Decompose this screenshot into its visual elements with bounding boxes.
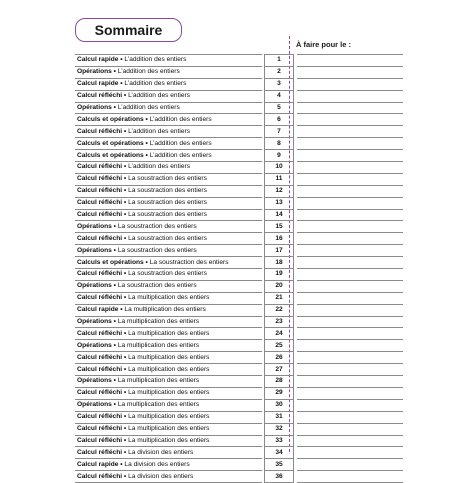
entry-topic: La soustraction des entiers — [128, 175, 207, 183]
entry-page-number: 26 — [265, 352, 294, 364]
bullet-separator: • — [123, 175, 127, 183]
due-date-cell[interactable] — [297, 435, 403, 447]
entry-page-number: 8 — [265, 138, 294, 150]
entry-topic: La soustraction des entiers — [128, 211, 207, 219]
due-date-cell[interactable] — [297, 423, 403, 435]
entry-page-number: 16 — [265, 233, 294, 245]
entry-title — [75, 280, 262, 292]
entry-topic: La division des entiers — [128, 472, 194, 480]
entry-topic: La multiplication des entiers — [117, 341, 200, 349]
entry-title — [75, 471, 262, 483]
entry-category: Calcul rapide — [77, 306, 119, 314]
contents-row — [75, 376, 403, 388]
entry-category: Calcul réfléchi — [77, 329, 123, 337]
entry-topic: L’addition des entiers — [128, 163, 191, 171]
entry-page-number: 12 — [265, 185, 294, 197]
entry-topic: La multiplication des entiers — [117, 401, 200, 409]
entry-topic: La soustraction des entiers — [128, 199, 207, 207]
contents-row — [75, 114, 403, 126]
bullet-separator: • — [123, 211, 127, 219]
entry-title — [75, 138, 262, 150]
entry-topic: La division des entiers — [128, 448, 194, 456]
bullet-separator: • — [123, 448, 127, 456]
entry-category: Calcul réfléchi — [77, 448, 123, 456]
due-date-cell[interactable] — [297, 221, 403, 233]
contents-row — [75, 102, 403, 114]
due-date-cell[interactable] — [297, 150, 403, 162]
entry-topic: La soustraction des entiers — [128, 187, 207, 195]
entry-title — [75, 411, 262, 423]
entry-page-number: 24 — [265, 328, 294, 340]
entry-category: Opérations — [77, 377, 112, 385]
entry-page-number: 30 — [265, 399, 294, 411]
entry-topic: La multiplication des entiers — [117, 318, 200, 326]
entry-title — [75, 269, 262, 281]
contents-row — [75, 399, 403, 411]
entry-page-number: 33 — [265, 435, 294, 447]
entry-page-number: 18 — [265, 257, 294, 269]
bullet-separator: • — [113, 341, 116, 349]
due-date-cell[interactable] — [297, 269, 403, 281]
contents-row — [75, 233, 403, 245]
bullet-separator: • — [120, 80, 123, 88]
entry-page-number: 9 — [265, 150, 294, 162]
entry-category: Calcul réfléchi — [77, 389, 123, 397]
entry-topic: La multiplication des entiers — [124, 306, 206, 314]
entry-page-number: 29 — [265, 387, 294, 399]
entry-category: Calcul réfléchi — [77, 294, 123, 302]
bullet-separator: • — [145, 115, 148, 123]
contents-row — [75, 471, 403, 483]
bullet-separator: • — [123, 92, 127, 100]
due-date-cell[interactable] — [297, 471, 403, 483]
entry-page-number: 20 — [265, 280, 294, 292]
entry-category: Calcul rapide — [77, 56, 119, 64]
contents-row — [75, 340, 403, 352]
contents-row — [75, 304, 403, 316]
entry-page-number: 23 — [265, 316, 294, 328]
bullet-separator: • — [145, 151, 148, 159]
entry-category: Calcul réfléchi — [77, 413, 123, 421]
entry-topic: La multiplication des entiers — [128, 294, 210, 302]
bullet-separator: • — [123, 127, 127, 135]
due-date-cell[interactable] — [297, 411, 403, 423]
bullet-separator: • — [123, 413, 127, 421]
entry-category: Opérations — [77, 246, 112, 254]
entry-category: Calcul réfléchi — [77, 127, 123, 135]
entry-page-number: 31 — [265, 411, 294, 423]
entry-page-number: 19 — [265, 269, 294, 281]
entry-category: Opérations — [77, 318, 112, 326]
entry-category: Calcul réfléchi — [77, 187, 123, 195]
todo-column-header: À faire pour le : — [296, 40, 352, 49]
bullet-separator: • — [120, 460, 123, 468]
contents-row — [75, 423, 403, 435]
entry-title — [75, 316, 262, 328]
entry-title — [75, 376, 262, 388]
contents-row — [75, 387, 403, 399]
entry-category: Calcul réfléchi — [77, 163, 123, 171]
due-date-cell[interactable] — [297, 292, 403, 304]
entry-title — [75, 340, 262, 352]
due-date-cell[interactable] — [297, 90, 403, 102]
entry-title — [75, 150, 262, 162]
entry-page-number: 2 — [265, 66, 294, 78]
contents-row — [75, 459, 403, 471]
entry-page-number: 6 — [265, 114, 294, 126]
contents-row — [75, 292, 403, 304]
contents-row — [75, 280, 403, 292]
entry-category: Calcul rapide — [77, 460, 119, 468]
contents-row — [75, 447, 403, 459]
due-date-cell[interactable] — [297, 102, 403, 114]
due-date-cell[interactable] — [297, 304, 403, 316]
bullet-separator: • — [113, 377, 116, 385]
entry-topic: L’addition des entiers — [128, 92, 191, 100]
entry-category: Calcul réfléchi — [77, 436, 123, 444]
entry-page-number: 22 — [265, 304, 294, 316]
bullet-separator: • — [123, 234, 127, 242]
entry-page-number: 28 — [265, 376, 294, 388]
contents-row — [75, 78, 403, 90]
entry-title — [75, 245, 262, 257]
entry-topic: La soustraction des entiers — [128, 270, 207, 278]
entry-topic: L’addition des entiers — [149, 151, 212, 159]
entry-category: Calcul réfléchi — [77, 211, 123, 219]
entry-topic: La multiplication des entiers — [117, 377, 200, 385]
contents-row — [75, 66, 403, 78]
entry-title — [75, 114, 262, 126]
bullet-separator: • — [123, 425, 127, 433]
bullet-separator: • — [145, 258, 148, 266]
entry-page-number: 15 — [265, 221, 294, 233]
due-date-cell[interactable] — [297, 352, 403, 364]
due-date-cell[interactable] — [297, 233, 403, 245]
contents-row — [75, 55, 403, 67]
contents-row — [75, 126, 403, 138]
bullet-separator: • — [123, 472, 127, 480]
contents-row — [75, 245, 403, 257]
entry-page-number: 14 — [265, 209, 294, 221]
entry-topic: L’addition des entiers — [124, 56, 187, 64]
bullet-separator: • — [113, 401, 116, 409]
due-date-cell[interactable] — [297, 399, 403, 411]
entry-category: Opérations — [77, 401, 112, 409]
entry-topic: L’addition des entiers — [149, 139, 212, 147]
entry-title — [75, 197, 262, 209]
entry-category: Opérations — [77, 282, 112, 290]
entry-category: Opérations — [77, 104, 112, 111]
entry-title — [75, 221, 262, 233]
entry-category: Calcul réfléchi — [77, 365, 123, 373]
due-date-cell[interactable] — [297, 328, 403, 340]
contents-row — [75, 150, 403, 162]
entry-title — [75, 102, 262, 114]
entry-page-number: 34 — [265, 447, 294, 459]
bullet-separator: • — [113, 318, 116, 326]
entry-topic: La multiplication des entiers — [128, 436, 210, 444]
contents-row — [75, 162, 403, 174]
entry-title — [75, 387, 262, 399]
bullet-separator: • — [123, 270, 127, 278]
due-date-cell[interactable] — [297, 197, 403, 209]
due-date-cell[interactable] — [297, 280, 403, 292]
bullet-separator: • — [120, 56, 123, 64]
entry-title — [75, 435, 262, 447]
contents-row — [75, 257, 403, 269]
entry-title — [75, 162, 262, 174]
bullet-separator: • — [123, 365, 127, 373]
entry-title — [75, 364, 262, 376]
entry-title — [75, 257, 262, 269]
contents-row — [75, 364, 403, 376]
entry-category: Calcul réfléchi — [77, 92, 123, 100]
entry-page-number: 10 — [265, 162, 294, 174]
entry-category: Calcul réfléchi — [77, 425, 123, 433]
entry-topic: La multiplication des entiers — [128, 413, 210, 421]
entry-topic: L’addition des entiers — [117, 68, 180, 76]
due-date-cell[interactable] — [297, 126, 403, 138]
entry-category: Calculs et opérations — [77, 115, 144, 123]
entry-page-number: 35 — [265, 459, 294, 471]
due-date-cell[interactable] — [297, 209, 403, 221]
entry-title — [75, 423, 262, 435]
entry-topic: L’addition des entiers — [124, 80, 187, 88]
entry-topic: La multiplication des entiers — [128, 425, 210, 433]
contents-row — [75, 90, 403, 102]
due-date-cell[interactable] — [297, 66, 403, 78]
entry-category: Calcul réfléchi — [77, 175, 123, 183]
entry-page-number: 3 — [265, 78, 294, 90]
contents-row — [75, 435, 403, 447]
entry-category: Calcul réfléchi — [77, 234, 123, 242]
entry-topic: La multiplication des entiers — [128, 389, 210, 397]
entry-page-number: 13 — [265, 197, 294, 209]
due-date-cell[interactable] — [297, 55, 403, 67]
entry-category: Calculs et opérations — [77, 139, 144, 147]
due-date-cell[interactable] — [297, 340, 403, 352]
entry-title — [75, 292, 262, 304]
entry-title — [75, 90, 262, 102]
page-title: Sommaire — [75, 18, 182, 42]
entry-title — [75, 173, 262, 185]
entry-category: Opérations — [77, 68, 112, 76]
entry-topic: L’addition des entiers — [117, 104, 180, 111]
contents-row — [75, 269, 403, 281]
contents-table-body — [75, 55, 403, 483]
due-date-cell[interactable] — [297, 376, 403, 388]
entry-page-number: 32 — [265, 423, 294, 435]
bullet-separator: • — [123, 329, 127, 337]
entry-category: Opérations — [77, 341, 112, 349]
bullet-separator: • — [113, 68, 116, 76]
entry-topic: La soustraction des entiers — [128, 234, 207, 242]
entry-topic: La soustraction des entiers — [117, 246, 197, 254]
due-date-cell[interactable] — [297, 364, 403, 376]
entry-title — [75, 304, 262, 316]
due-date-cell[interactable] — [297, 162, 403, 174]
entry-category: Calcul réfléchi — [77, 199, 123, 207]
bullet-separator: • — [123, 199, 127, 207]
entry-category: Calcul réfléchi — [77, 270, 123, 278]
bullet-separator: • — [113, 222, 116, 230]
due-date-cell[interactable] — [297, 185, 403, 197]
bullet-separator: • — [113, 104, 116, 111]
bullet-separator: • — [123, 389, 127, 397]
entry-title — [75, 399, 262, 411]
entry-page-number: 1 — [265, 55, 294, 67]
entry-category: Opérations — [77, 222, 112, 230]
bullet-separator: • — [113, 282, 116, 290]
entry-topic: La multiplication des entiers — [128, 329, 210, 337]
entry-title — [75, 66, 262, 78]
bullet-separator: • — [123, 294, 127, 302]
due-date-cell[interactable] — [297, 138, 403, 150]
bullet-separator: • — [123, 187, 127, 195]
due-date-cell[interactable] — [297, 257, 403, 269]
due-date-cell[interactable] — [297, 459, 403, 471]
entry-page-number: 36 — [265, 471, 294, 483]
entry-topic: L’addition des entiers — [128, 127, 191, 135]
entry-category: Calcul réfléchi — [77, 472, 123, 480]
entry-page-number: 21 — [265, 292, 294, 304]
entry-topic: La soustraction des entiers — [117, 222, 197, 230]
entry-page-number: 4 — [265, 90, 294, 102]
entry-topic: L’addition des entiers — [149, 115, 212, 123]
bullet-separator: • — [145, 139, 148, 147]
entry-title — [75, 185, 262, 197]
contents-row — [75, 316, 403, 328]
entry-page-number: 5 — [265, 102, 294, 114]
contents-row — [75, 173, 403, 185]
entry-topic: La soustraction des entiers — [117, 282, 197, 290]
entry-page-number: 7 — [265, 126, 294, 138]
entry-topic: La division des entiers — [124, 460, 190, 468]
due-date-cell[interactable] — [297, 245, 403, 257]
entry-title — [75, 126, 262, 138]
entry-title — [75, 459, 262, 471]
due-date-cell[interactable] — [297, 316, 403, 328]
bullet-separator: • — [123, 163, 127, 171]
entry-category: Calcul rapide — [77, 80, 119, 88]
bullet-separator: • — [123, 353, 127, 361]
contents-row — [75, 411, 403, 423]
contents-table — [75, 54, 403, 483]
entry-topic: La multiplication des entiers — [128, 365, 210, 373]
contents-row — [75, 185, 403, 197]
bullet-separator: • — [123, 436, 127, 444]
entry-page-number: 25 — [265, 340, 294, 352]
entry-category: Calcul réfléchi — [77, 353, 123, 361]
entry-title — [75, 209, 262, 221]
entry-page-number: 27 — [265, 364, 294, 376]
due-date-cell[interactable] — [297, 387, 403, 399]
contents-row — [75, 221, 403, 233]
entry-title — [75, 447, 262, 459]
entry-title — [75, 55, 262, 67]
contents-row — [75, 352, 403, 364]
contents-row — [75, 328, 403, 340]
entry-category: Calculs et opérations — [77, 258, 144, 266]
entry-title — [75, 328, 262, 340]
entry-topic: La multiplication des entiers — [128, 353, 210, 361]
entry-title — [75, 233, 262, 245]
due-date-cell[interactable] — [297, 173, 403, 185]
due-date-cell[interactable] — [297, 78, 403, 90]
contents-row — [75, 209, 403, 221]
bullet-separator: • — [120, 306, 123, 314]
entry-title — [75, 78, 262, 90]
entry-topic: La soustraction des entiers — [149, 258, 229, 266]
entry-category: Calculs et opérations — [77, 151, 144, 159]
entry-page-number: 17 — [265, 245, 294, 257]
contents-row — [75, 197, 403, 209]
entry-page-number: 11 — [265, 173, 294, 185]
bullet-separator: • — [113, 246, 116, 254]
due-date-cell[interactable] — [297, 447, 403, 459]
entry-title — [75, 352, 262, 364]
contents-row — [75, 138, 403, 150]
due-date-cell[interactable] — [297, 114, 403, 126]
